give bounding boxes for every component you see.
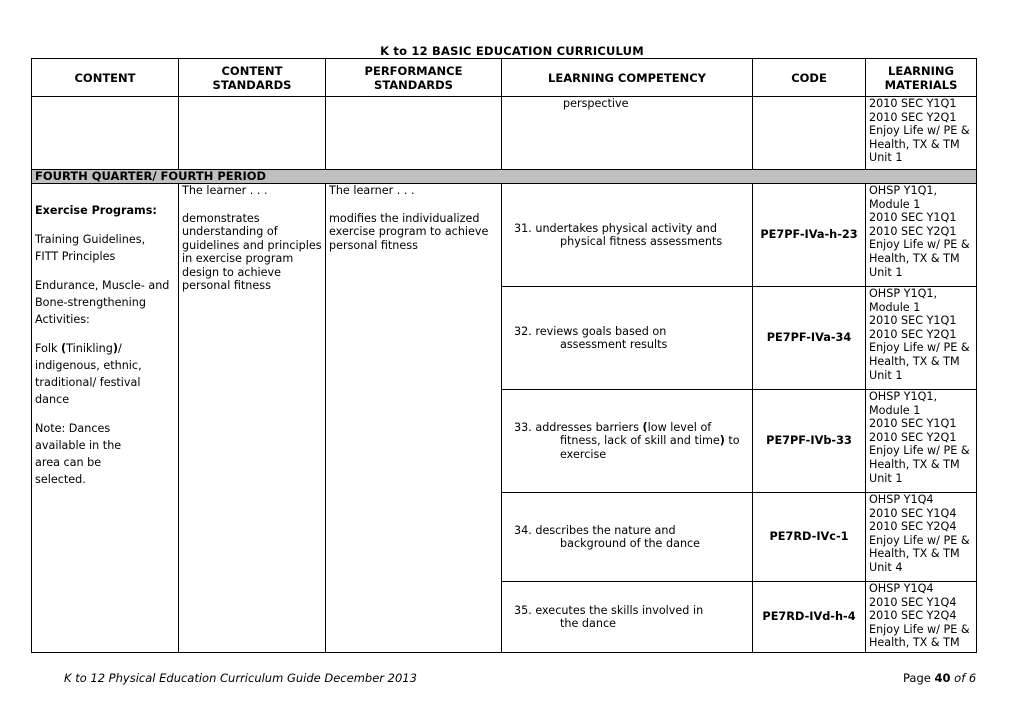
materials-cell — [866, 493, 977, 582]
page-number: 40 — [934, 671, 951, 685]
material-line: Unit 1 — [869, 265, 903, 279]
continuation-content-cell — [32, 97, 179, 170]
content-item: Activities: — [35, 313, 90, 326]
header-code: CODE — [753, 59, 866, 97]
competency-line: the dance — [560, 617, 616, 630]
material-line: OHSP Y1Q1, — [869, 287, 938, 300]
content-item: dance — [35, 393, 70, 406]
material-line: 2010 SEC Y1Q1 — [869, 314, 957, 328]
content-standard-cell — [179, 184, 326, 653]
competency-line: exercise — [560, 447, 607, 461]
continuation-competency-cell — [502, 97, 753, 170]
competency-line: physical fitness assessments — [560, 235, 723, 248]
material-line: 2010 SEC Y2Q1 — [869, 224, 957, 238]
page-label: Page — [903, 671, 931, 685]
material-line: OHSP Y1Q4 — [869, 582, 934, 595]
material-line: 2010 SEC Y1Q4 — [869, 506, 957, 520]
content-item: Note: Dances — [35, 422, 111, 435]
material-line: Enjoy Life w/ PE & — [869, 341, 970, 355]
content-standard-line: design to achieve — [182, 265, 282, 279]
header-performance-standards: PERFORMANCE STANDARDS — [326, 59, 502, 97]
materials-cell — [866, 582, 977, 653]
material-line: Health, TX & TM — [869, 251, 960, 265]
material-line: 2010 SEC Y2Q1 — [869, 430, 957, 444]
material-line: 2010 SEC Y1Q1 — [869, 97, 957, 110]
materials-cell — [866, 184, 977, 287]
code-cell: PE7PF-IVa-34 — [753, 287, 866, 390]
continuation-performance-standard-cell — [326, 97, 502, 170]
competency-line: 34. describes the nature and — [514, 523, 676, 537]
content-standard-line: understanding of — [182, 225, 278, 238]
continuation-content-standard-cell — [179, 97, 326, 170]
continuation-row — [32, 97, 977, 170]
document-title: K to 12 BASIC EDUCATION CURRICULUM — [380, 44, 644, 58]
code-cell: PE7PF-IVb-33 — [753, 390, 866, 493]
quarter-row — [32, 170, 977, 184]
content-item: selected. — [35, 473, 86, 486]
material-line: Enjoy Life w/ PE & — [869, 533, 970, 547]
material-line: OHSP Y1Q1, — [869, 184, 938, 197]
header-learning-materials: LEARNING MATERIALS — [866, 59, 977, 97]
footer-document-name: K to 12 Physical Education Curriculum Guide December 2013 — [64, 671, 417, 685]
content-item: Bone-strengthening — [35, 296, 146, 309]
content-item: FITT Principles — [35, 250, 116, 263]
content-item: traditional/ festival — [35, 376, 141, 389]
content-cell — [32, 184, 179, 653]
material-line: Unit 1 — [869, 368, 903, 382]
material-line: Enjoy Life w/ PE & — [869, 444, 970, 458]
material-line: Health, TX & TM — [869, 354, 960, 368]
material-line: 2010 SEC Y2Q4 — [869, 520, 957, 534]
competency-line-barriers: 33. addresses barriers (low level of — [514, 420, 712, 434]
footer-page-number — [903, 671, 976, 685]
competency-line: background of the dance — [560, 537, 701, 550]
competency-cell — [502, 582, 753, 653]
material-line: 2010 SEC Y1Q1 — [869, 417, 957, 431]
quarter-label: FOURTH QUARTER/ FOURTH PERIOD — [32, 170, 977, 184]
performance-standard-line: modifies the individualized — [329, 211, 480, 225]
code-cell: PE7PF-IVa-h-23 — [753, 184, 866, 287]
content-standard-line: in exercise program — [182, 252, 294, 265]
page-of: of 6 — [954, 671, 977, 685]
material-line: 2010 SEC Y2Q1 — [869, 327, 957, 341]
material-line: 2010 SEC Y2Q4 — [869, 609, 957, 623]
performance-standard-line: exercise program to achieve — [329, 225, 489, 238]
material-line: 2010 SEC Y1Q4 — [869, 595, 957, 609]
curriculum-table — [31, 58, 977, 653]
material-line: Module 1 — [869, 197, 921, 211]
material-line: OHSP Y1Q4 — [869, 493, 934, 506]
competency-cell — [502, 184, 753, 287]
material-line: Unit 1 — [869, 471, 903, 485]
code-cell: PE7RD-IVc-1 — [753, 493, 866, 582]
content-item: Training Guidelines, — [35, 233, 146, 246]
material-line: 2010 SEC Y2Q1 — [869, 110, 957, 124]
competency-line: 35. executes the skills involved in — [514, 603, 704, 617]
content-item: available in the — [35, 439, 122, 452]
competency-row — [32, 184, 977, 287]
materials-cell — [866, 390, 977, 493]
competency-line: 32. reviews goals based on — [514, 324, 667, 338]
material-line: OHSP Y1Q1, — [869, 390, 938, 403]
competency-cell — [502, 493, 753, 582]
content-standard-line: demonstrates — [182, 211, 260, 225]
material-line: Health, TX & TM — [869, 636, 960, 650]
material-line: Health, TX & TM — [869, 547, 960, 561]
continuation-materials-cell — [866, 97, 977, 170]
material-line: Module 1 — [869, 300, 921, 314]
content-item: area can be — [35, 456, 102, 469]
material-line: Enjoy Life w/ PE & — [869, 124, 970, 138]
competency-line: 31. undertakes physical activity and — [514, 221, 717, 235]
material-line: Unit 4 — [869, 560, 903, 574]
materials-cell — [866, 287, 977, 390]
competency-cell — [502, 287, 753, 390]
header-row — [32, 59, 977, 97]
continuation-code-cell — [753, 97, 866, 170]
content-item-folk: Folk (Tinikling)/ — [35, 342, 122, 355]
header-content: CONTENT — [32, 59, 179, 97]
performance-standard-line: personal fitness — [329, 238, 418, 252]
material-line: Module 1 — [869, 403, 921, 417]
content-heading: Exercise Programs: — [35, 204, 157, 217]
content-item: indigenous, ethnic, — [35, 359, 142, 372]
material-line: Enjoy Life w/ PE & — [869, 238, 970, 252]
header-learning-competency: LEARNING COMPETENCY — [502, 59, 753, 97]
competency-line-fitness: fitness, lack of skill and time) to — [560, 434, 740, 448]
continuation-competency-text: perspective — [563, 97, 629, 110]
content-item: Endurance, Muscle- and — [35, 279, 170, 292]
material-line: 2010 SEC Y1Q1 — [869, 211, 957, 225]
material-line: Unit 1 — [869, 151, 903, 165]
header-content-standards: CONTENT STANDARDS — [179, 59, 326, 97]
content-standard-intro: The learner . . . — [182, 184, 268, 197]
competency-cell — [502, 390, 753, 493]
content-standard-line: personal fitness — [182, 279, 271, 292]
content-standard-line: guidelines and principles — [182, 238, 322, 252]
performance-standard-intro: The learner . . . — [329, 184, 415, 197]
material-line: Enjoy Life w/ PE & — [869, 622, 970, 636]
code-cell: PE7RD-IVd-h-4 — [753, 582, 866, 653]
material-line: Health, TX & TM — [869, 137, 960, 151]
performance-standard-cell — [326, 184, 502, 653]
competency-line: assessment results — [560, 338, 668, 351]
material-line: Health, TX & TM — [869, 457, 960, 471]
